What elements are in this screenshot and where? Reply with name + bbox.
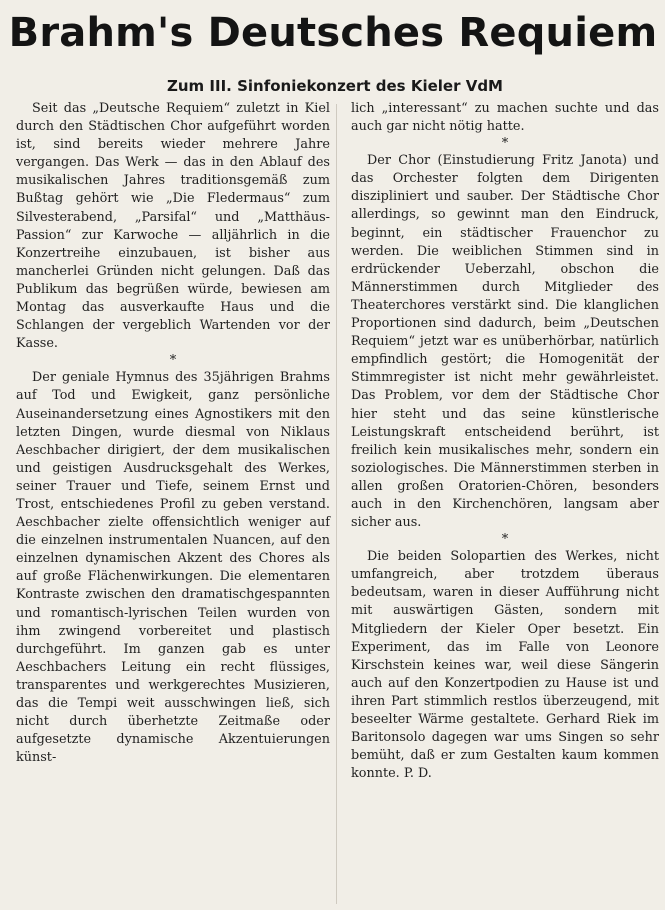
headline: Brahm's Deutsches Requiem — [8, 10, 658, 56]
paragraph-continuation: lich „interessant“ zu machen suchte und das auch gar nicht nötig hatte. — [351, 101, 659, 135]
column-divider — [336, 104, 337, 904]
section-separator: * — [501, 136, 509, 152]
subtitle: Zum III. Sinfoniekonzert des Kieler VdM — [167, 77, 503, 95]
paragraph-text: Die beiden Solopartien des Werkes, nicht umfangreich, aber trotzdem überaus bedeutsam, waren in dieser Aufführung nicht mit auswärtigen Gästen, sondern mit Mitgliedern der Kieler Oper besetzt. Ein Experiment, das im Falle von Leonore Kirschstein keines war, weil diese Sängerin auch auf den Konzertpodien zu Hause ist und ihren Part stimmlich restlos überzeugend, mit beseelter Wärme gestaltete. Gerhard Riek im Baritonsolo dagegen war ums Singen so sehr bemüht, daß er zum Gestalten kaum kommen konnte. — [351, 549, 659, 782]
author-signature: P. D. — [403, 766, 432, 782]
paragraph — [351, 548, 659, 783]
paragraph: Der Chor (Einstudierung Fritz Janota) und das Orchester folgten dem Dirigenten diszipliniert und sauber. Der Städtische Chor allerdings, so gewinnt man den Eindruck, beginnt, ein städtischer Frauenchor zu werden. Die weiblichen Stimmen sind in erdrückender Ueberzahl, obschon die Männerstimmen durch Mitglieder des Theaterchores verstärkt sind. Die klanglichen Proportionen sind dadurch, beim „Deutschen Requiem“ jetzt war es unüberhörbar, natürlich empfindlich gestört; die Homogenität der Stimmregister ist nicht mehr gewährleistet. Das Problem, vor dem der Städtische Chor hier steht und das seine künstlerische Leistungskraft entscheidend berührt, ist freilich kein musikalisches mehr, sondern ein soziologisches. Die Männerstimmen sterben in allen großen Oratorien-Chören, besonders auch in den Kirchenchören, langsam aber sicher aus. — [351, 153, 659, 531]
paragraph: Der geniale Hymnus des 35jährigen Brahms auf Tod und Ewigkeit, ganz persönliche Auseinandersetzung eines Agnostikers mit den letzten Dingen, wurde diesmal von Niklaus Aeschbacher dirigiert, der dem musikalischen und geistigen Ausdrucksgehalt des Werkes, seiner Trauer und Tiefe, seinem Ernst und Trost, entschiedenes Profil zu geben verstand. Aeschbacher zielte offensichtlich weniger auf die einzelnen instrumentalen Nuancen, auf den einzelnen dynamischen Akzent des Chores als auf große Flächenwirkungen. Die elementaren Kontraste zwischen den dramatischgespannten und romantisch-lyrischen Teilen wurden von ihm zwingend vorbereitet und plastisch durchgeführt. Im ganzen gab es unter Aeschbachers Leitung ein recht flüssiges, transparentes und werkgerechtes Musizieren, das die Tempi weit ausschwingen ließ, sich nicht durch überhetzte Zeitmaße oder aufgesetzte dynamische Akzentuierungen künst- — [16, 370, 330, 766]
paragraph: Seit das „Deutsche Requiem“ zuletzt in Kiel durch den Städtischen Chor aufgeführt worden ist, sind bereits wieder mehrere Jahre vergangen. Das Werk — das in den Ablauf des musikalischen Jahres traditionsgemäß zum Bußtag gehört wie „Die Fledermaus“ zum Silvesterabend, „Parsifal“ und „Matthäus-Passion“ zur Karwoche — alljährlich in die Konzertreihe einzubauen, ist bisher aus mancherlei Gründen nicht gelungen. Daß das Publikum das begrüßen würde, bewiesen am Montag das ausverkaufte Haus und die Schlangen der vergeblich Wartenden vor der Kasse. — [16, 101, 330, 352]
section-separator: * — [501, 532, 509, 548]
right-column — [351, 100, 659, 783]
left-column — [16, 100, 330, 767]
section-separator: * — [169, 353, 177, 369]
